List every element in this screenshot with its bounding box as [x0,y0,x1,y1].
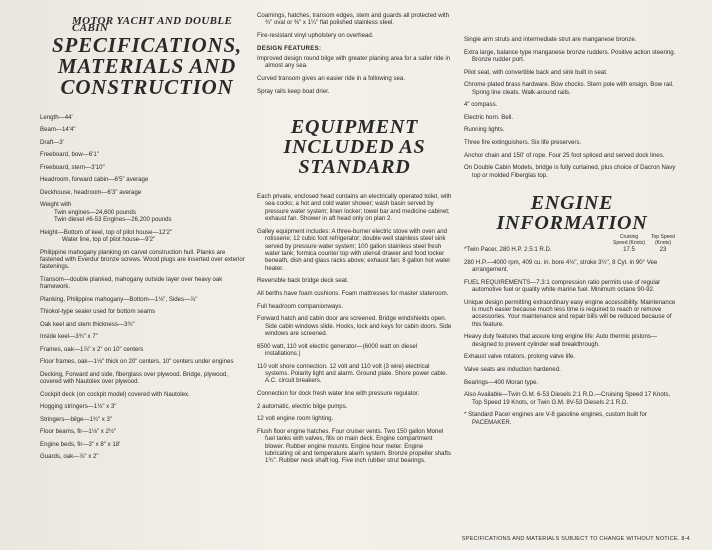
equipment-column [257,12,452,470]
spec-item [40,139,248,146]
spec-item [40,296,248,303]
equipment-item: Each private, enclosed head contains an electrically operated toilet, with sea cocks; a hot and cold water shower; wash basin served by pressure water system; linen locker; towel bar and medicine cabinet; exhaust fan. Shower in aft head only on plan 2. [257,193,452,223]
page-footer: SPECIFICATIONS AND MATERIALS SUBJECT TO CHANGE WITHOUT NOTICE. 8-4 [461,536,690,542]
spec-text: Draft—3' [40,138,64,146]
fitting-item: Running lights. [464,126,505,134]
spec-text: Length—44' [40,113,73,121]
spec-paragraph: Fire-resistant vinyl upholstery on overhead. [257,32,374,39]
spec-text: Engine beds, fir—3" x 8" x 18' [40,440,121,448]
fitting-item: Extra large, balance type manganese bronze rudders. Positive action steering. Bronze rudder port. [464,48,676,63]
equipment-list [257,193,452,465]
spec-item [40,428,248,435]
design-feature-item: Improved design round bilge with greater planing area for a safer ride in almost any sea. [257,55,451,70]
spec-item [40,308,248,315]
spec-text: Stringers—bilge—1¾" x 3" [40,415,113,423]
fitting-item: 4" compass. [464,101,498,109]
spec-text: Freeboard, stern—3'10" [40,163,105,171]
spec-item [40,403,248,410]
cruising-speed-value: 17.5 [623,246,635,254]
spec-item [40,416,248,423]
spec-text: Inside keel—3¾" x 7" [40,333,98,341]
title-line: CONSTRUCTION [60,74,234,99]
equipment-item: 12 volt engine room lighting. [257,415,334,423]
spec-item [40,333,248,340]
top-speed-header: Top Speed (Knots) [651,233,675,246]
spec-text: Planking, Philippine mahogany—Bottom—1⅛", Sides—⅞" [40,295,198,303]
equipment-item: Forward hatch and cabin door are screened. Bridge windshields open. Side cabin windows slide. Hooks, lock and keys for cabin doors. Side windows are screened. [257,315,452,338]
spec-subtext: Twin engines—24,600 pounds [54,208,136,216]
title-line: SPECIFICATIONS, [52,32,242,57]
spec-item [40,321,248,328]
spec-item [40,391,248,398]
cruising-speed-header: Cruising Speed (Knots) [613,233,645,246]
design-feature-item: Curved transom gives an easier ride in a following sea. [257,75,406,82]
engine-speed-row [464,246,680,253]
title-line: STANDARD [298,156,411,178]
title-line: ENGINE [530,191,614,214]
spec-text: Floor beams, fir—1⅛" x 2½" [40,428,117,436]
specifications-column [40,14,248,466]
engine-info-item: Unique design permitting extraordinary easy engine accessibility. Maintenance is much easier because much less time is required to reach or remove accessories. Your maintenance and repair bills will be reduced because of this feature. [464,298,676,328]
spec-text: Headroom, forward cabin—6'5" average [40,176,149,184]
top-speed-value: 23 [659,246,667,254]
engine-info-item: Bearings—400 Moran type. [464,378,539,386]
spec-subtext: Twin diesel #6-53 Engines—26,200 pounds [54,216,172,224]
spec-item [40,249,248,271]
spec-text: Floor frames, oak—1⅛" thick on 20" centers, 10" centers under engines [40,358,234,366]
spec-item [40,229,248,244]
fitting-item: On Double Cabin Models, bridge is fully curtained, plus choice of Dacron Navy top or molded Fiberglas top. [464,164,676,179]
title-line: INCLUDED AS [283,136,426,158]
spec-item [40,371,248,386]
fittings-list [464,36,680,179]
engine-title [464,193,680,233]
equipment-item: 6500 watt, 110 volt electric generator—(6000 watt on diesel installations.) [257,342,418,358]
design-features-list [257,55,452,95]
specifications-title [46,32,248,99]
speed-header-row [464,235,680,246]
spec-text: Cockpit deck (on cockpit model) covered with Nautolex. [40,390,190,398]
spec-item [40,176,248,183]
engine-info-item: * Standard Pacer engines are V-8 gasoline engines, custom built for PACEMAKER. [464,411,647,426]
spec-item [40,164,248,171]
spec-list [40,114,248,461]
equipment-item: Reversible back bridge deck seat. [257,277,349,285]
fitting-item: Electric horn. Bell. [464,113,514,121]
equipment-item: 110 volt shore connection. 12 volt and 110 volt (3 wire) electrical systems. Polarity light and alarm. Ground plate. Shore power cable. A.C. circuit breakers. [257,362,448,385]
spec-item [40,358,248,365]
design-feature-item: Spray rails keep boat drier. [257,87,330,95]
spec-subtext: Water line, top of pilot house—9'2" [62,236,156,244]
equipment-item: Connection for dock fresh water line with pressure regulator. [257,390,420,398]
spec-text: Hogging stringers—1⅛" x 3" [40,403,117,411]
fitting-item: Anchor chain and 150' of rope. Four 25 foot spliced and served dock lines. [464,151,665,159]
equipment-item: All berths have foam cushions. Foam mattresses for master stateroom. [257,290,449,298]
equipment-item: Full headroom companionways. [257,302,344,310]
equipment-item: Flush floor engine hatches. Four cruiser vents. Two 150 gallon Monel fuel tanks with valves, fills on main deck. Engine compartment blower. Rubber engine mounts. Engine hour meter. Engine lubricating oil and temperature alarm system. Bronze propeller shafts 1¾". Rubber neck shaft log. Five inch rubber strut bearings. [257,427,451,465]
model-subheading: MOTOR YACHT AND DOUBLE CABIN [72,15,233,35]
spec-item [40,346,248,353]
spec-text: Oak keel and stem thickness—3¾" [40,320,135,328]
engine-info-list [464,259,680,426]
engine-info-item: 280 H.P.—4000 rpm, 409 cu. in. bore 4⅛", stroke 3½", 8 Cyl. in 90° Vee arrangement. [464,258,658,273]
spec-paragraph: Coamings, hatches, transom edges, stem and guards all protected with ¾" oval or ⅜" x 1¼" flat polished stainless steel. [257,12,450,27]
spec-text: Freeboard, bow—6'1" [40,151,99,159]
fitting-item: Three fire extinguishers. Six life preservers. [464,138,582,146]
title-line: MATERIALS AND [57,53,237,78]
engine-info-item: Also Available—Twin G.M. 6-53 Diesels 2:1 R.D.—Cruising Speed 17 Knots, Top Speed 19 Knots, or Twin G.M. 8V-53 Diesels 2:1 R.D. [464,391,671,406]
title-line: EQUIPMENT [290,116,419,138]
fitting-item: Pilot seat, with convertible back and sink built in seat. [464,68,608,76]
spec-item [40,114,248,121]
engine-column [464,36,680,431]
title-line: INFORMATION [496,211,648,234]
spec-text: Philippine mahogany planking on carvel construction hull. Planks are fastened with Everdur bronze screws. Wood plugs are inserted over exterior fastenings. [40,248,245,271]
engine-info-item: Heavy duty features that assure long engine life: Auto thermic pistons—designed to prevent cylinder wall breakthrough. [464,333,658,348]
spec-text: Deckhouse, headroom—6'3" average [40,188,142,196]
spec-item [40,201,248,223]
spec-text: Weight with [40,201,72,209]
equipment-title [257,117,452,177]
spec-text: Transom—double planked, mahogany outside layer over heavy oak framework. [40,275,223,291]
spec-text: Thiokol-type sealer used for bottom seams [40,308,156,316]
spec-text: Guards, oak—⅞" x 2" [40,453,99,461]
engine-info-item: Valve seats are induction hardened. [464,365,561,373]
spec-item [40,276,248,291]
spec-item [40,189,248,196]
engine-info-item: FUEL REQUIREMENTS—7.3:1 compression ratio permits use of regular automotive fuel or quality white marine fuel. Minimum octane 90-92. [464,278,661,293]
spec-text: Decking, Forward and side, fiberglass over plywood. Bridge, plywood, covered with Nautolex over plywood. [40,370,228,386]
spec-text: Height—Bottom of keel, top of pilot house—12'2" [40,228,173,236]
equipment-item: Galley equipment includes: A three-burner electric stove with oven and rotisserie; 12 cubic foot refrigerator; double well stainless steel sink served by pressure water system; 100 gallon stainless steel fresh water tank; formica counter top with utensil drawer and food locker beneath, dish and glass racks above; exhaust fan; 8 gallon hot water heater. [257,227,451,272]
spec-item [40,126,248,133]
spec-item [40,151,248,158]
spec-item [40,453,248,460]
spec-item [40,441,248,448]
design-features-label: DESIGN FEATURES: [257,44,322,52]
equipment-item: 2 automatic, electric bilge pumps. [257,402,348,410]
spec-text: Beam—14'4" [40,126,76,134]
spec-text: Frames, oak—1⅞" x 2" on 10" centers [40,345,144,353]
fitting-item: Single arm struts and intermediate strut are manganese bronze. [464,36,637,43]
intro-list [257,12,452,39]
engine-label: *Twin Pacer, 280 H.P. 2.5:1 R.D. [464,246,552,254]
fitting-item: Chrome plated brass hardware. Bow chocks. Stern pole with ensign. Bow rail. Spring line cleats. Walk-around rails. [464,81,674,96]
engine-info-item: Exhaust valve rotators, prolong valve life. [464,353,576,361]
